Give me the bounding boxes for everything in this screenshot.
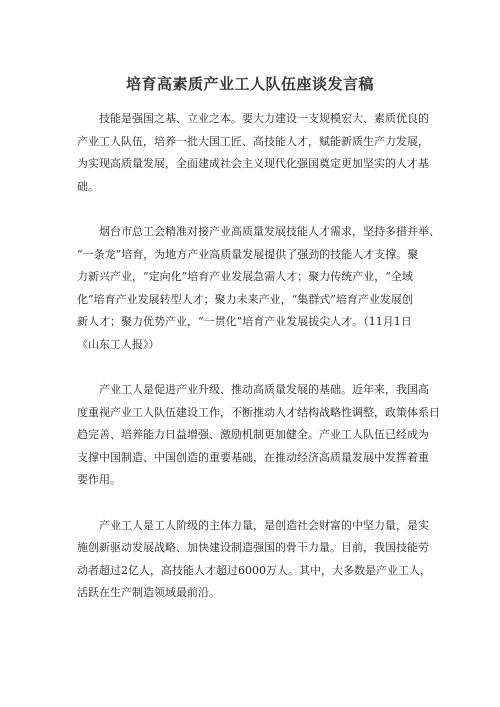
paragraph-3 (77, 379, 440, 492)
text-line: 支撑中国制造、中国创造的重要基础，在推动经济高质量发展中发挥着重 (77, 450, 429, 464)
text-line: 活跃在生产制造领域最前沿。 (77, 586, 220, 599)
text-line: 为实现高质量发展，全面建成社会主义现代化强国奠定更加坚实的人才基 (77, 157, 429, 170)
text-line: 产业工人是促进产业升级、推动高质量发展的基础。近年来，我国高 (99, 383, 429, 396)
paragraph-2 (77, 221, 440, 356)
text-line: 力新兴产业，“定向化”培育产业发展急需人才；聚力传统产业，“全域 (77, 270, 413, 283)
text-line: 动者超过2亿人，高技能人才超过6000万人。其中，大多数是产业工人， (77, 563, 431, 577)
paragraph-1 (77, 108, 437, 198)
text-line: 要作用。 (77, 473, 121, 486)
text-line: 烟台市总工会精准对接产业高质量发展技能人才需求，坚持多措并举、 (99, 225, 440, 238)
page-title: 培育高素质产业工人队伍座谈发言稿 (125, 75, 374, 93)
text-line: 《山东工人报》） (77, 337, 160, 351)
text-line: 施创新驱动发展战略、加快建设制造强国的骨干力量。目前，我国技能劳 (77, 541, 429, 554)
text-line: 产业工人是工人阶级的主体力量，是创造社会财富的中坚力量，是实 (99, 518, 429, 532)
text-line: 技能是强国之基、立业之本。要大力建设一支规模宏大、素质优良的 (99, 112, 429, 125)
text-line: “一条龙”培育，为地方产业高质量发展提供了强劲的技能人才支撑。聚 (77, 247, 419, 261)
document-body (77, 108, 440, 628)
text-line: 度重视产业工人队伍建设工作，不断推动人才结构战略性调整，政策体系日 (77, 405, 440, 419)
paragraph-4 (77, 515, 437, 605)
text-line: 化”培育产业发展转型人才；聚力未来产业，“集群式”培育产业发展创 (77, 292, 413, 306)
text-line: 产业工人队伍，培养一批大国工匠、高技能人才，赋能新质生产力发展， (77, 134, 429, 148)
text-line: 趋完善、培养能力日益增强、激励机制更加健全。产业工人队伍已经成为 (77, 428, 429, 441)
text-line: 础。 (77, 179, 99, 193)
text-line: 新人才；聚力优势产业，“一贯化”培育产业发展拔尖人才。（11月1日 (77, 315, 412, 328)
